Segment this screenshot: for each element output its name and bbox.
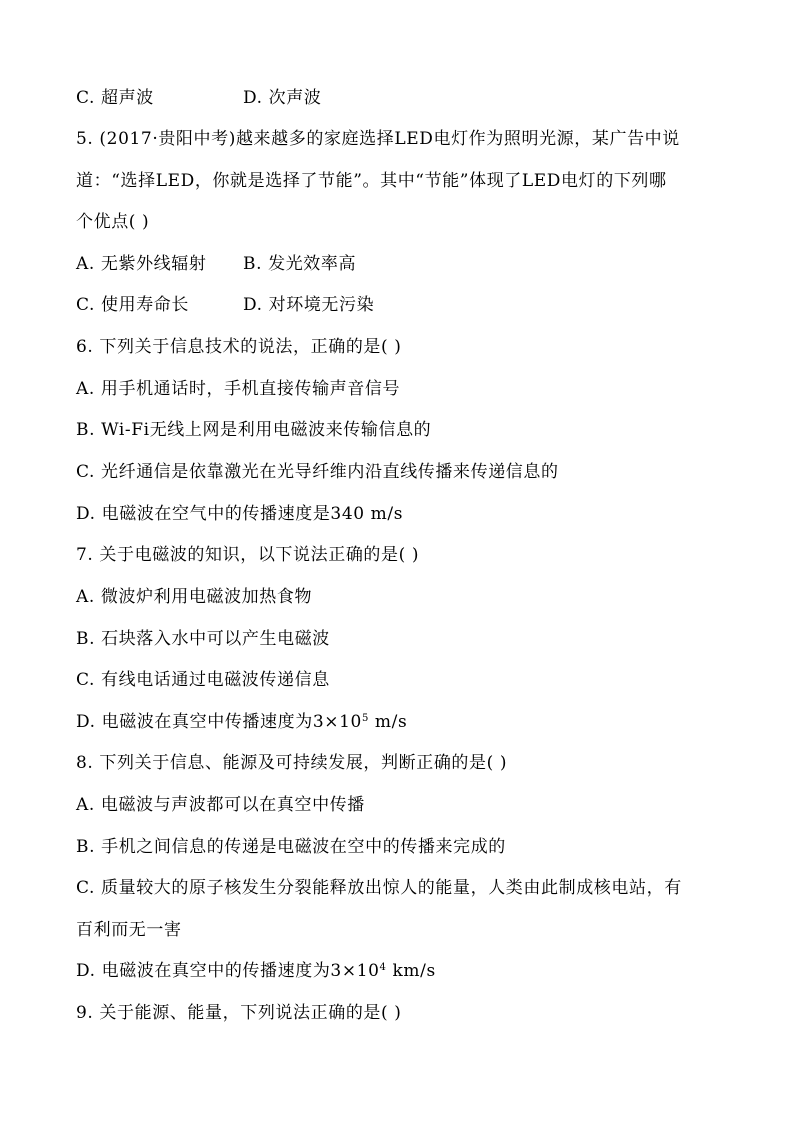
q4-option-d: D. 次声波 — [243, 88, 322, 108]
q5-option-b: B. 发光效率高 — [243, 254, 357, 274]
q7-option-d — [76, 712, 407, 732]
q4-options-cd — [76, 88, 322, 108]
q5-stem-line3: 个优点( ) — [76, 212, 150, 232]
q8-option-c-line1: C. 质量较大的原子核发生分裂能释放出惊人的能量，人类由此制成核电站，有 — [76, 878, 682, 898]
q5-option-a: A. 无紫外线辐射 — [76, 254, 207, 274]
q7-option-a: A. 微波炉利用电磁波加热食物 — [76, 587, 313, 607]
q8-option-a: A. 电磁波与声波都可以在真空中传播 — [76, 795, 365, 815]
q7-option-c: C. 有线电话通过电磁波传递信息 — [76, 670, 330, 690]
q5-stem-line2: 道：“选择LED，你就是选择了节能”。其中“节能”体现了LED电灯的下列哪 — [76, 171, 667, 191]
q8-option-c-line2: 百利而无一害 — [76, 920, 182, 940]
q7-option-b: B. 石块落入水中可以产生电磁波 — [76, 629, 330, 649]
q8-option-d — [76, 961, 436, 981]
q6-stem: 6. 下列关于信息技术的说法，正确的是( ) — [76, 337, 402, 357]
q8-option-b: B. 手机之间信息的传递是电磁波在空中的传播来完成的 — [76, 837, 506, 857]
q7-option-d-text: D. 电磁波在真空中传播速度为3×10 — [76, 712, 362, 732]
q5-option-d: D. 对环境无污染 — [243, 295, 375, 315]
q7-option-d-exponent: 5 — [361, 713, 369, 724]
q8-stem: 8. 下列关于信息、能源及可持续发展，判断正确的是( ) — [76, 753, 508, 773]
q5-options-ab — [76, 254, 357, 274]
q8-option-d-unit: km/s — [386, 961, 436, 981]
q5-option-c: C. 使用寿命长 — [76, 295, 190, 315]
q8-option-d-exponent: 4 — [379, 962, 387, 973]
q7-stem: 7. 关于电磁波的知识，以下说法正确的是( ) — [76, 545, 420, 565]
q6-option-d: D. 电磁波在空气中的传播速度是340 m/s — [76, 504, 404, 524]
q8-option-d-text: D. 电磁波在真空中的传播速度为3×10 — [76, 961, 380, 981]
q6-option-b: B. Wi-Fi无线上网是利用电磁波来传输信息的 — [76, 420, 432, 440]
q4-option-c: C. 超声波 — [76, 88, 154, 108]
q7-option-d-unit: m/s — [368, 712, 408, 732]
q6-option-a: A. 用手机通话时，手机直接传输声音信号 — [76, 379, 401, 399]
q6-option-c: C. 光纤通信是依靠激光在光导纤维内沿直线传播来传递信息的 — [76, 462, 559, 482]
q5-options-cd — [76, 295, 375, 315]
q5-stem-line1: 5. (2017·贵阳中考)越来越多的家庭选择LED电灯作为照明光源，某广告中说 — [76, 129, 680, 149]
q9-stem: 9. 关于能源、能量，下列说法正确的是( ) — [76, 1003, 402, 1023]
